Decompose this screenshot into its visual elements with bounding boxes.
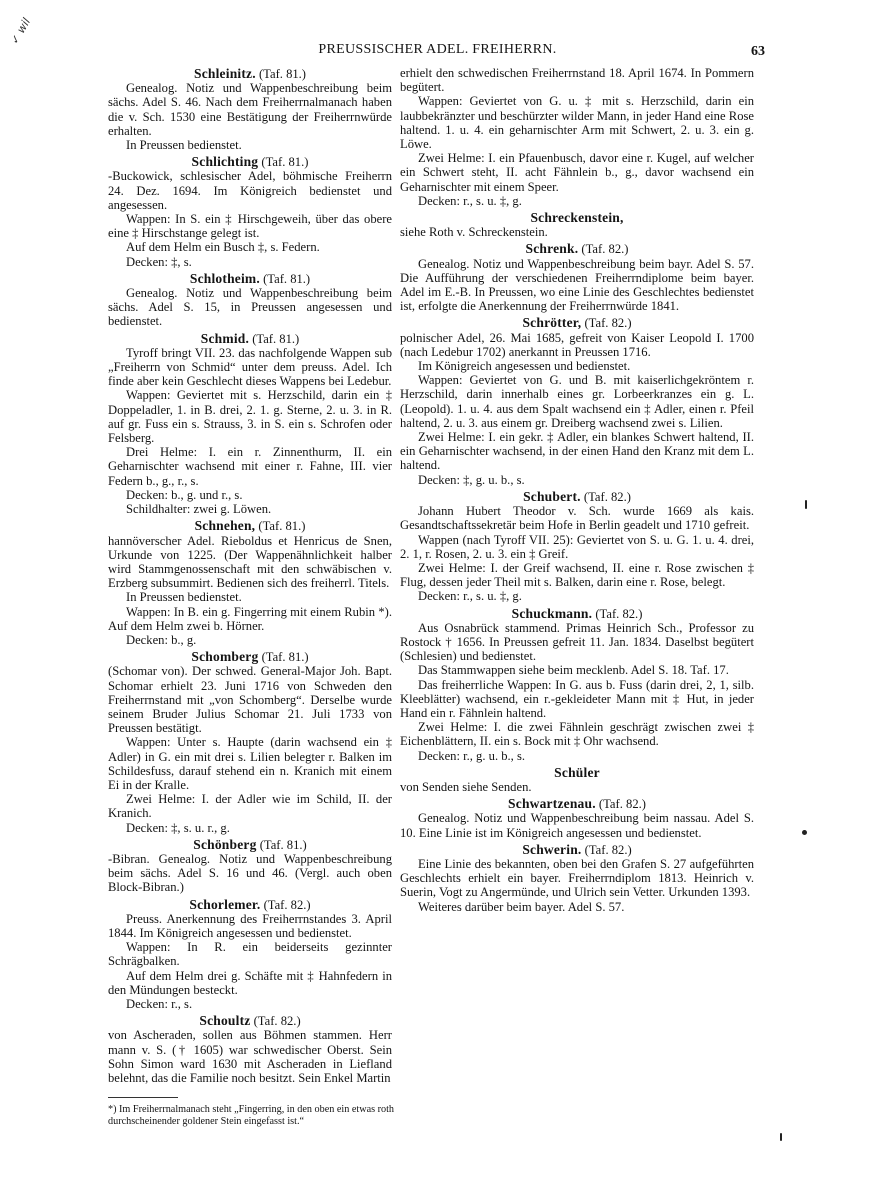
helm-text: Zwei Helme: I. ein gekr. ‡ Adler, ein blankes Schwert haltend, II. ein Geharnischter wachsend, in der einen Hand den Kranz mit dem L. haltend. bbox=[400, 430, 754, 473]
entry-text: (Schomar von). Der schwed. General-Major Joh. Bapt. Schomar erhielt 23. Juni 1716 von Schweden den Freiherrnstand mit „von Schomberg“. Derselbe wurde seinem Bruder Julius Schomar 21. Juli 1733 von Preussen bestätigt. bbox=[108, 664, 392, 736]
plate-reference: (Taf. 81.) bbox=[259, 271, 311, 286]
entry-heading bbox=[108, 272, 392, 286]
coat-of-arms-text: Das freiherrliche Wappen: In G. aus b. Fuss (darin drei, 2, 1, silb. Kleeblätter) wachsend, ein r.-gekleideter Mann mit ‡ Hut, in jeder Hand ein r. Fähnlein haltend. bbox=[400, 677, 754, 720]
page-number: 63 bbox=[751, 44, 765, 59]
helm-text: Zwei Helme: I. der Adler wie im Schild, II. der Kranich. bbox=[108, 792, 392, 821]
mantling-text: Decken: r., g. u. b., s. bbox=[418, 748, 526, 763]
entry-heading bbox=[108, 155, 392, 169]
footnote-divider bbox=[108, 1097, 178, 1098]
entry-schleinitz bbox=[108, 67, 392, 152]
coat-of-arms-text: Wappen: Geviertet von G. und B. mit kaiserlichgekröntem r. Herzschild, darin innerhalb eines gr. Lorbeerkranzes ein g. L. (Leopold). 1. u. 4. aus dem Spalt wachsend ein ‡ Adler, einen r. Pfeil haltend, 2. u. 3. aus einem gr. Dreiberg wachsend zwei s. Lilien. bbox=[400, 373, 754, 430]
mantling-text: Decken: b., g. und r., s. bbox=[126, 487, 243, 502]
entry-name: Schleinitz. bbox=[194, 66, 256, 81]
entry-schorlemer bbox=[108, 898, 392, 1012]
entry-text: hannöverscher Adel. Rieboldus et Henricus de Snen, Urkunde von 1225. (Der Wappenähnlichkeit halber wird Stammgenossenschaft mit den schwäbischen v. Erzberg subsummirt. Bedienen sich des freiherrl. Titels. bbox=[108, 533, 392, 591]
entry-schomberg bbox=[108, 650, 392, 835]
entry-schwerin bbox=[400, 843, 754, 914]
entry-heading bbox=[400, 242, 754, 256]
right-column bbox=[400, 66, 754, 917]
entry-name: Schnehen, bbox=[194, 518, 256, 534]
entry-text: Genealog. Notiz und Wappenbeschreibung beim sächs. Adel S. 15, in Preussen angesessen und bedienstet. bbox=[108, 286, 392, 329]
helm-text: Zwei Helme: I. die zwei Fähnlein geschrägt zwischen zwei ‡ Eichenblättern, II. ein s. Bock mit ‡ Ohr wachsend. bbox=[400, 720, 754, 749]
scan-speck bbox=[802, 830, 807, 835]
supporters-text: Schildhalter: zwei g. Löwen. bbox=[126, 502, 272, 517]
entry-text: Eine Linie des bekannten, oben bei den Grafen S. 27 aufgeführten Geschlechts erhielt ein bayer. Freiherrndiplom 1813. Heinrich v. Suerin, Vogt zu Angermünde, und Ulrich sein Vetter. Urkunden 1393. bbox=[400, 856, 754, 900]
entry-name: Schoultz bbox=[199, 1013, 251, 1029]
plate-reference: (Taf. 82.) bbox=[578, 242, 629, 257]
mantling-text: Decken: ‡, s. u. r., g. bbox=[126, 820, 230, 835]
entry-text: erhielt den schwedischen Freiherrnstand 18. April 1674. In Pommern begütert. bbox=[400, 66, 754, 95]
plate-reference: (Taf. 81.) bbox=[255, 67, 306, 81]
entry-schnehen bbox=[108, 519, 392, 647]
entry-name: Schorlemer. bbox=[189, 896, 261, 912]
entry-text: In Preussen bedienstet. bbox=[126, 138, 242, 153]
entry-schrenk bbox=[400, 242, 754, 313]
entry-heading bbox=[400, 490, 754, 504]
entry-schlichting bbox=[108, 155, 392, 269]
scan-speck bbox=[805, 500, 807, 509]
entry-name: Schrenk. bbox=[525, 241, 579, 257]
entry-schoultz-continued bbox=[400, 66, 754, 208]
plate-reference: (Taf. 82.) bbox=[581, 842, 632, 857]
entry-heading bbox=[108, 838, 392, 852]
helm-text: Zwei Helme: I. ein Pfauenbusch, davor eine r. Kugel, auf welcher ein Schwert steht, II. acht Fähnlein b., g., davor wachsend ein Geharnischter mit einem Speer. bbox=[400, 151, 754, 194]
left-column bbox=[108, 66, 392, 1088]
plate-reference: (Taf. 82.) bbox=[580, 489, 631, 504]
entry-schuckmann bbox=[400, 607, 754, 763]
entry-text: Johann Hubert Theodor v. Sch. wurde 1669 als kais. Gesandtschaftssekretär beim Hofe in Berlin geadelt und 1710 gefreit. bbox=[400, 504, 754, 533]
entry-text: -Buckowick, schlesischer Adel, böhmische Freiherrn 24. Dez. 1694. Im Königreich bedienstet und angesessen. bbox=[108, 169, 392, 212]
entry-name: Schuckmann. bbox=[511, 605, 593, 621]
entry-text: -Bibran. Genealog. Notiz und Wappenbeschreibung beim sächs. Adel S. 16 und 46. (Vergl. auch oben Block-Bibran.) bbox=[108, 851, 392, 895]
entry-text: Das Stammwappen siehe beim mecklenb. Adel S. 18. Taf. 17. bbox=[418, 663, 729, 678]
scan-speck bbox=[780, 1133, 782, 1141]
helm-text: Auf dem Helm ein Busch ‡, s. Federn. bbox=[126, 240, 320, 255]
entry-name: Schubert. bbox=[523, 488, 581, 504]
entry-heading bbox=[108, 67, 392, 81]
helm-text: Auf dem Helm drei g. Schäfte mit ‡ Hahnfedern in den Mündungen besteckt. bbox=[108, 968, 392, 997]
handwritten-margin-note: ✓ wil bbox=[8, 15, 34, 47]
entry-schreckenstein bbox=[400, 211, 754, 239]
entry-text: Aus Osnabrück stammend. Primas Heinrich Sch., Professor zu Rostock † 1656. In Preussen gefreit 11. Jan. 1834. Daselbst begütert (Schlesien) und bedienstet. bbox=[400, 620, 754, 664]
entry-heading bbox=[400, 316, 754, 330]
mantling-text: Decken: ‡, g. u. b., s. bbox=[418, 472, 525, 487]
entry-text: In Preussen bedienstet. bbox=[126, 590, 242, 605]
entry-heading bbox=[108, 1014, 392, 1028]
plate-reference: (Taf. 81.) bbox=[256, 837, 307, 852]
entry-schmid bbox=[108, 332, 392, 517]
entry-schlotheim bbox=[108, 272, 392, 329]
entry-heading bbox=[400, 211, 754, 225]
entry-text: Genealog. Notiz und Wappenbeschreibung beim bayr. Adel S. 57. Die Aufführung der verschiedenen Freiherrndiplome beim bayer. Adel im E.-B. In Preussen, wo eine Linie des Geschlechtes bedienstet ist, erfolgte die Anerkennung der Freiherrnwürde 1841. bbox=[400, 256, 754, 314]
mantling-text: Decken: r., s. bbox=[126, 997, 193, 1011]
entry-text: polnischer Adel, 26. Mai 1685, gefreit von Kaiser Leopold I. 1700 (nach Ledebur 1702) anerkannt in Preussen 1716. bbox=[400, 330, 754, 359]
mantling-text: Decken: ‡, s. bbox=[126, 254, 192, 269]
plate-reference: (Taf. 82.) bbox=[260, 897, 311, 912]
running-title: PREUSSISCHER ADEL. FREIHERRN. bbox=[318, 42, 557, 57]
coat-of-arms-text: Wappen: Geviertet mit s. Herzschild, darin ein ‡ Doppeladler, 1. in B. drei, 2. 1. g. Sterne, 2. u. 3. in R. auf gr. Fuss ein s. Strauss, 3. in S. ein s. Schrofen oder Felsberg. bbox=[108, 388, 392, 446]
cross-reference-text: von Senden siehe Senden. bbox=[400, 779, 532, 794]
footnote: *) Im Freiherrnalmanach steht „Fingerring, in den oben ein etwas roth durchscheinender goldener Stein eingefasst ist.“ bbox=[108, 1104, 395, 1127]
entry-schoultz bbox=[108, 1014, 392, 1085]
entry-name: Schreckenstein, bbox=[530, 210, 624, 226]
entry-name: Schomberg bbox=[191, 649, 259, 665]
entry-heading bbox=[108, 898, 392, 912]
entry-heading bbox=[400, 607, 754, 621]
plate-reference: (Taf. 81.) bbox=[258, 155, 309, 170]
plate-reference: (Taf. 82.) bbox=[250, 1014, 301, 1029]
helm-text: Zwei Helme: I. der Greif wachsend, II. eine r. Rose zwischen ‡ Flug, dessen jeder Theil mit s. Balken, darin eine r. Rose, belegt. bbox=[400, 560, 754, 590]
entry-heading bbox=[400, 797, 754, 811]
mantling-text: Decken: b., g. bbox=[126, 632, 197, 647]
entry-schroetter bbox=[400, 316, 754, 486]
entry-heading bbox=[108, 650, 392, 664]
coat-of-arms-text: Wappen: Unter s. Haupte (darin wachsend ein ‡ Adler) in G. ein mit drei s. Lilien belegter r. Balken im Schildesfuss, darauf stehend ein n. Kranich mit einem Ei in der Kralle. bbox=[108, 735, 392, 792]
entry-name: Schüler bbox=[554, 764, 600, 780]
entry-schueler bbox=[400, 766, 754, 794]
entry-name: Schlichting bbox=[191, 154, 259, 170]
entry-name: Schwerin. bbox=[522, 841, 582, 857]
entry-text: Genealog. Notiz und Wappenbeschreibung beim sächs. Adel S. 46. Nach dem Freiherrnalmanach haben die v. Sch. 1530 eine Bestätigung der Freiherrnwürde erhalten. bbox=[108, 81, 392, 138]
entry-name: Schmid. bbox=[200, 330, 250, 346]
entry-name: Schlotheim. bbox=[189, 270, 260, 286]
entry-name: Schwartzenau. bbox=[508, 796, 596, 812]
entry-text: Genealog. Notiz und Wappenbeschreibung beim nassau. Adel S. 10. Eine Linie ist im Königreich angesessen und bedienstet. bbox=[400, 811, 754, 840]
coat-of-arms-text: Wappen: In B. ein g. Fingerring mit einem Rubin *). Auf dem Helm zwei b. Hörner. bbox=[108, 604, 392, 633]
coat-of-arms-text: Wappen (nach Tyroff VII. 25): Geviertet von S. u. G. 1. u. 4. drei, 2. 1, r. Rosen, 2. u. 3. ein ‡ Greif. bbox=[400, 532, 754, 561]
cross-reference-text: siehe Roth v. Schreckenstein. bbox=[400, 225, 548, 240]
plate-reference: (Taf. 81.) bbox=[249, 331, 300, 346]
entry-schwartzenau bbox=[400, 797, 754, 840]
entry-text: Preuss. Anerkennung des Freiherrnstandes 3. April 1844. Im Königreich angesessen und bedienstet. bbox=[108, 911, 392, 940]
entry-text: Tyroff bringt VII. 23. das nachfolgende Wappen sub „Freiherrn von Schmid“ unter dem preuss. Adel. Ich finde aber kein Geschlecht dieses Wappens bei Ledebur. bbox=[108, 345, 392, 389]
plate-reference: (Taf. 82.) bbox=[592, 606, 643, 621]
mantling-text: Decken: r., s. u. ‡, g. bbox=[418, 193, 522, 208]
plate-reference: (Taf. 81.) bbox=[258, 650, 309, 665]
entry-text: Weiteres darüber beim bayer. Adel S. 57. bbox=[418, 899, 625, 914]
entry-schubert bbox=[400, 490, 754, 604]
coat-of-arms-text: Wappen: Geviertet von G. u. ‡ mit s. Herzschild, darin ein laubbekränzter und beschürzter wilder Mann, in jeder Hand eine Rose haltend. 1. u. 4. ein geharnischter Arm mit Schwert, 2. u. 3. ein g. Löwe. bbox=[400, 94, 754, 152]
plate-reference: (Taf. 81.) bbox=[255, 519, 306, 534]
plate-reference: (Taf. 82.) bbox=[581, 316, 632, 331]
entry-heading bbox=[400, 843, 754, 857]
plate-reference: (Taf. 82.) bbox=[595, 797, 646, 812]
entry-heading bbox=[108, 519, 392, 533]
entry-name: Schrötter, bbox=[522, 315, 582, 331]
entry-name: Schönberg bbox=[193, 836, 257, 852]
entry-text: von Ascheraden, sollen aus Böhmen stammen. Herr mann v. S. († 1605) war schwedischer Oberst. Sein Sohn Simon ward 1630 mit Ascheraden in Liefland belehnt, das die Familie noch besitzt. Sein Enkel Martin bbox=[108, 1028, 392, 1086]
entry-text: Im Königreich angesessen und bedienstet. bbox=[418, 359, 631, 374]
entry-schoenberg bbox=[108, 838, 392, 895]
mantling-text: Decken: r., s. u. ‡, g. bbox=[418, 589, 522, 604]
entry-heading bbox=[400, 766, 754, 780]
helm-text: Drei Helme: I. ein r. Zinnenthurm, II. ein Geharnischter wachsend mit einer r. Fahne, III. vier Federn b., g., r., s. bbox=[108, 445, 392, 488]
coat-of-arms-text: Wappen: In R. ein beiderseits gezinnter Schrägbalken. bbox=[108, 940, 392, 969]
coat-of-arms-text: Wappen: In S. ein ‡ Hirschgeweih, über das obere eine ‡ Hirschstange gelegt ist. bbox=[108, 212, 392, 241]
entry-heading bbox=[108, 332, 392, 346]
